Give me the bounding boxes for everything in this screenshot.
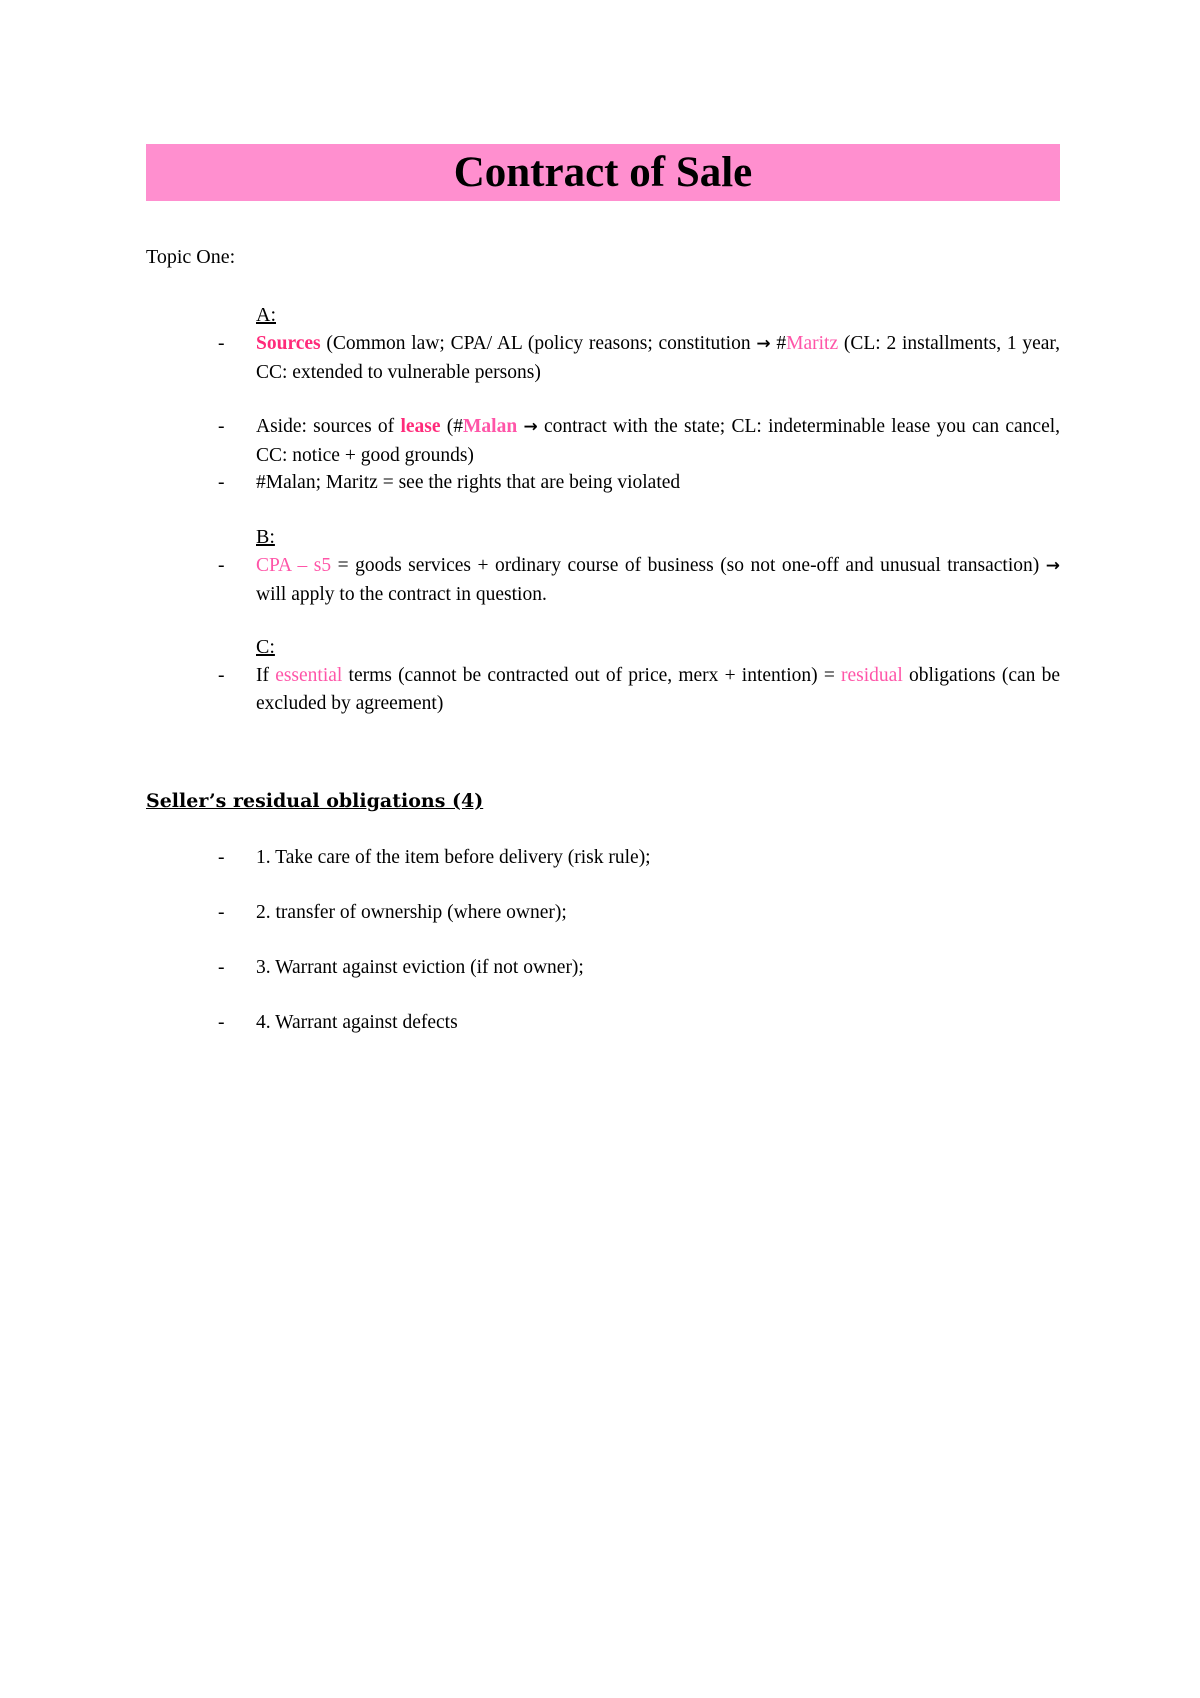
- sources-term: Sources: [256, 333, 321, 354]
- bullet-dash: -: [218, 472, 225, 493]
- text-run: (Common law; CPA/ AL (policy reasons; constitution: [320, 333, 757, 354]
- obligation-text: 2. transfer of ownership (where owner);: [256, 902, 567, 923]
- text-run: (CL: 2 installments, 1 year, CC: extended to vulnerable persons): [256, 333, 1060, 383]
- residual-term: residual: [841, 665, 903, 686]
- maritz-case: Maritz: [786, 333, 839, 354]
- obligation-text: 1. Take care of the item before delivery (risk rule);: [256, 847, 651, 868]
- list-item: [146, 957, 1060, 979]
- text-run: (#: [440, 416, 464, 437]
- malan-case: Malan: [463, 416, 518, 437]
- bullet-dash: -: [218, 1012, 225, 1033]
- page-title: Contract of Sale: [453, 149, 753, 196]
- lease-term: lease: [400, 416, 441, 437]
- obligation-item: [146, 1012, 1060, 1034]
- text-run: will apply to the contract in question.: [256, 583, 547, 605]
- list-item-cpa: [146, 552, 1060, 608]
- essential-term: essential: [275, 665, 343, 686]
- list-item: [146, 902, 1060, 924]
- list-item: [146, 1012, 1060, 1034]
- section-a-label: A:: [256, 304, 276, 326]
- text-run: #Malan; Maritz = see the rights that are being violated: [256, 472, 681, 493]
- bullet-dash: -: [218, 555, 225, 576]
- bullet-dash: -: [218, 416, 225, 437]
- section-a-list: [146, 330, 1060, 386]
- bullet-dash: -: [218, 333, 225, 354]
- bullet-dash: -: [218, 957, 225, 978]
- section-c-list: [146, 662, 1060, 717]
- arrow-right-icon: →: [1045, 556, 1060, 576]
- bullet-dash: -: [218, 665, 225, 686]
- section-a-list-2: [146, 413, 1060, 497]
- arrow-right-icon: →: [756, 334, 771, 354]
- list-item-lease: [146, 413, 1060, 469]
- bullet-dash: -: [218, 902, 225, 923]
- obligation-text: 3. Warrant against eviction (if not owner);: [256, 957, 584, 978]
- text-run: If: [256, 665, 276, 686]
- list-item-essential: [146, 662, 1060, 717]
- section-b-list: [146, 552, 1060, 608]
- list-item-rights: [146, 469, 1060, 497]
- list-item: [146, 847, 1060, 869]
- arrow-right-icon: →: [523, 417, 538, 437]
- text-run: Aside: sources of: [256, 416, 401, 437]
- obligation-item: [146, 902, 1060, 924]
- section-c-label: C:: [256, 636, 275, 658]
- obligations-heading: Seller’s residual obligations (4): [146, 790, 484, 812]
- topic-label: Topic One:: [146, 246, 236, 268]
- text-run: contract with the state; CL: indeterminable lease you can cancel, CC: notice + good grounds): [256, 416, 1061, 466]
- text-run: = goods services + ordinary course of business (so not one-off and unusual transaction): [331, 555, 1046, 576]
- obligation-item: [146, 847, 1060, 869]
- list-item-sources: [146, 330, 1060, 386]
- text-run: obligations (can be excluded by agreement): [256, 665, 1060, 714]
- text-run: #: [770, 333, 787, 354]
- obligation-text: 4. Warrant against defects: [256, 1012, 458, 1033]
- obligation-item: [146, 957, 1060, 979]
- cpa-term: CPA – s5: [256, 555, 332, 576]
- section-b-label: B:: [256, 526, 275, 548]
- title-banner: [146, 144, 1060, 201]
- text-run: terms (cannot be contracted out of price, merx + intention) =: [342, 665, 842, 686]
- bullet-dash: -: [218, 847, 225, 868]
